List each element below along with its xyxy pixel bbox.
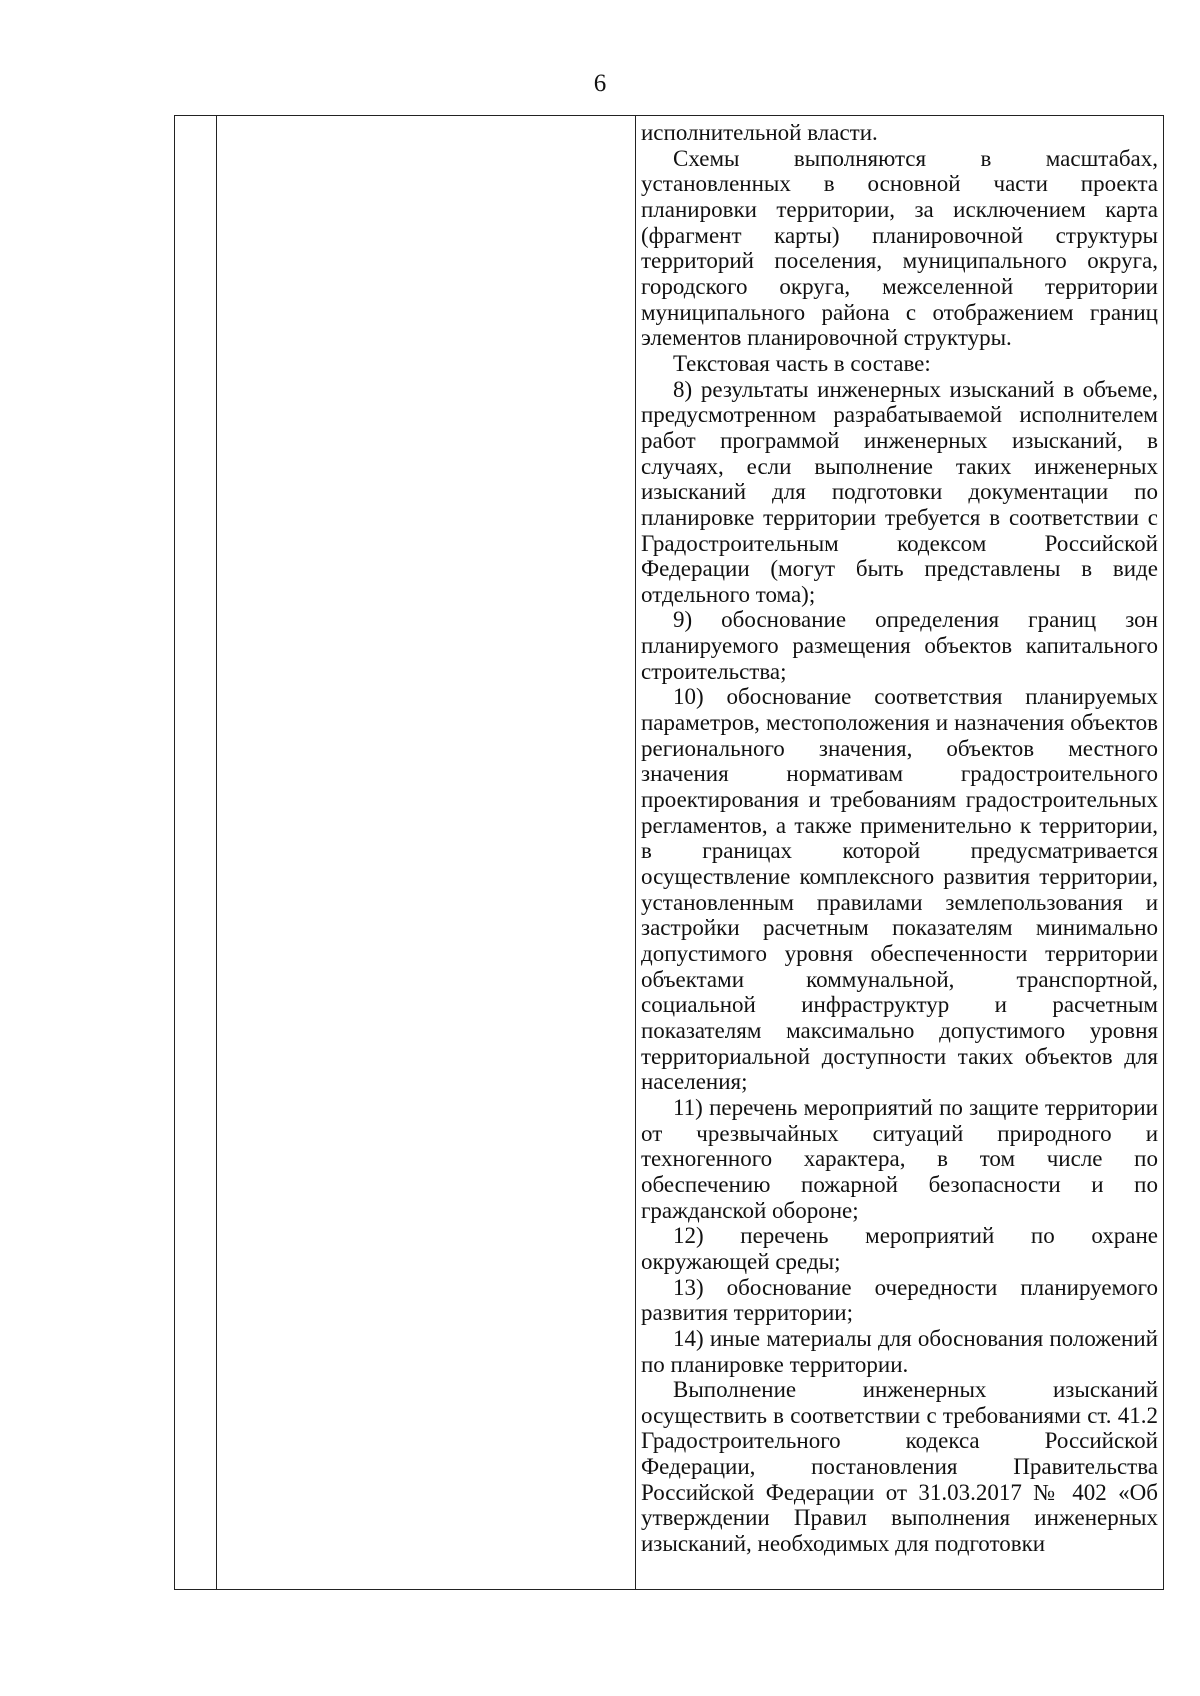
- list-item: 8) результаты инженерных изысканий в объеме, предусмотренном разрабатываемой исполнителем работ программой инженерных изысканий, в случаях, если выполнение таких инженерных изысканий для подготовки документации по планировке территории требуется в соответствии с Градостроительным кодексом Российской Федерации (могут быть представлены в виде отдельного тома);: [641, 376, 1158, 607]
- paragraph: Текстовая часть в составе:: [673, 350, 931, 376]
- requirements-table: [174, 115, 1164, 1590]
- list-item: 12) перечень мероприятий по охране окружающей среды;: [641, 1223, 1158, 1274]
- paragraph: Выполнение инженерных изысканий осуществить в соответствии с требованиями ст. 41.2 Градостроительного кодекса Российской Федерации, постановления Правительства Российской Федерации от 31.03.2017 № 402 «Об утверждении Правил выполнения инженерных изысканий, необходимых для подготовки: [641, 1377, 1158, 1557]
- table-column-name: [217, 116, 636, 1589]
- list-item: 13) обоснование очередности планируемого развития территории;: [641, 1274, 1158, 1326]
- paragraph: исполнительной власти.: [641, 120, 878, 145]
- list-item: 10) обоснование соответствия планируемых параметров, местоположения и назначения объектов регионального значения, объектов местного значения нормативам градостроительного проектирования и требованиям градостроительных регламентов, а также применительно к территории, в границах которой предусматривается осуществление комплексного развития территории, установленным правилами землепользования и застройки расчетным показателям минимально допустимого уровня обеспеченности территории объектами коммунальной, транспортной, социальной инфраструктур и расчетным показателям максимально допустимого уровня территориальной доступности таких объектов для населения;: [641, 684, 1158, 1095]
- page-number: 6: [593, 70, 607, 97]
- list-item: 14) иные материалы для обоснования положений по планировке территории.: [641, 1325, 1158, 1377]
- list-item: 11) перечень мероприятий по защите территории от чрезвычайных ситуаций природного и техногенного характера, в том числе по обеспечению пожарной безопасности и по гражданской обороне;: [641, 1094, 1158, 1223]
- paragraph: Схемы выполняются в масштабах, установленных в основной части проекта планировки территории, за исключением карта (фрагмент карты) планировочной структуры территорий поселения, муниципального округа, городского округа, межселенной территории муниципального района с отображением границ элементов планировочной структуры.: [641, 145, 1158, 351]
- table-column-number: [175, 116, 217, 1589]
- list-item: 9) обоснование определения границ зон планируемого размещения объектов капитального строительства;: [641, 607, 1158, 684]
- table-column-content: [641, 120, 1158, 1557]
